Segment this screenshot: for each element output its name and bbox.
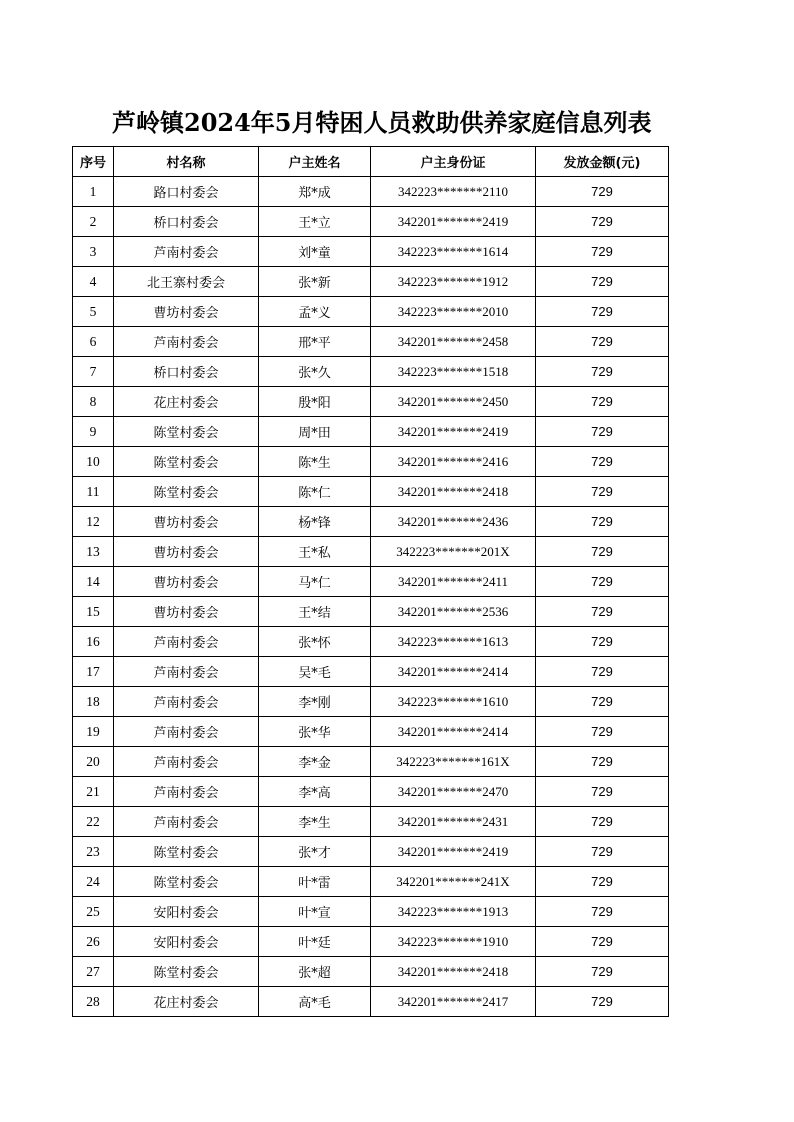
- header-village: 村名称: [114, 147, 259, 177]
- cell-index: 28: [73, 987, 114, 1017]
- cell-amount: 729: [536, 477, 669, 507]
- cell-index: 1: [73, 177, 114, 207]
- cell-index: 2: [73, 207, 114, 237]
- cell-householder: 李*金: [259, 747, 371, 777]
- cell-village: 芦南村委会: [114, 657, 259, 687]
- cell-householder: 张*超: [259, 957, 371, 987]
- cell-village: 芦南村委会: [114, 327, 259, 357]
- cell-village: 陈堂村委会: [114, 447, 259, 477]
- cell-householder: 孟*义: [259, 297, 371, 327]
- cell-id-number: 342223*******1913: [371, 897, 536, 927]
- cell-householder: 陈*仁: [259, 477, 371, 507]
- table-body: [73, 177, 669, 1017]
- cell-village: 北王寨村委会: [114, 267, 259, 297]
- cell-village: 花庄村委会: [114, 987, 259, 1017]
- cell-householder: 王*结: [259, 597, 371, 627]
- table-row: [73, 537, 669, 567]
- cell-village: 芦南村委会: [114, 237, 259, 267]
- cell-index: 19: [73, 717, 114, 747]
- cell-householder: 叶*宣: [259, 897, 371, 927]
- cell-index: 5: [73, 297, 114, 327]
- cell-village: 芦南村委会: [114, 777, 259, 807]
- table-row: [73, 387, 669, 417]
- table-row: [73, 837, 669, 867]
- cell-amount: 729: [536, 447, 669, 477]
- cell-index: 6: [73, 327, 114, 357]
- cell-index: 10: [73, 447, 114, 477]
- cell-id-number: 342201*******2418: [371, 957, 536, 987]
- table-row: [73, 747, 669, 777]
- cell-amount: 729: [536, 267, 669, 297]
- cell-index: 4: [73, 267, 114, 297]
- cell-householder: 张*久: [259, 357, 371, 387]
- cell-id-number: 342201*******2431: [371, 807, 536, 837]
- cell-index: 3: [73, 237, 114, 267]
- cell-village: 安阳村委会: [114, 927, 259, 957]
- cell-householder: 李*高: [259, 777, 371, 807]
- cell-village: 曹坊村委会: [114, 297, 259, 327]
- table-row: [73, 927, 669, 957]
- cell-index: 22: [73, 807, 114, 837]
- cell-index: 26: [73, 927, 114, 957]
- cell-amount: 729: [536, 537, 669, 567]
- cell-amount: 729: [536, 957, 669, 987]
- cell-index: 13: [73, 537, 114, 567]
- cell-id-number: 342201*******2470: [371, 777, 536, 807]
- table-row: [73, 567, 669, 597]
- cell-householder: 刘*童: [259, 237, 371, 267]
- cell-village: 路口村委会: [114, 177, 259, 207]
- cell-id-number: 342223*******2110: [371, 177, 536, 207]
- cell-householder: 张*怀: [259, 627, 371, 657]
- table-row: [73, 327, 669, 357]
- cell-index: 14: [73, 567, 114, 597]
- cell-amount: 729: [536, 507, 669, 537]
- cell-village: 曹坊村委会: [114, 537, 259, 567]
- cell-village: 曹坊村委会: [114, 507, 259, 537]
- cell-amount: 729: [536, 297, 669, 327]
- cell-id-number: 342201*******2416: [371, 447, 536, 477]
- cell-index: 20: [73, 747, 114, 777]
- cell-id-number: 342223*******1910: [371, 927, 536, 957]
- cell-index: 9: [73, 417, 114, 447]
- cell-index: 17: [73, 657, 114, 687]
- cell-index: 27: [73, 957, 114, 987]
- cell-village: 安阳村委会: [114, 897, 259, 927]
- cell-householder: 马*仁: [259, 567, 371, 597]
- cell-householder: 高*毛: [259, 987, 371, 1017]
- cell-village: 桥口村委会: [114, 207, 259, 237]
- cell-index: 21: [73, 777, 114, 807]
- cell-id-number: 342223*******1613: [371, 627, 536, 657]
- cell-amount: 729: [536, 357, 669, 387]
- cell-householder: 叶*廷: [259, 927, 371, 957]
- cell-amount: 729: [536, 567, 669, 597]
- cell-id-number: 342201*******2436: [371, 507, 536, 537]
- cell-amount: 729: [536, 807, 669, 837]
- cell-amount: 729: [536, 207, 669, 237]
- cell-village: 芦南村委会: [114, 717, 259, 747]
- table-row: [73, 957, 669, 987]
- cell-amount: 729: [536, 237, 669, 267]
- table-row: [73, 717, 669, 747]
- table-row: [73, 447, 669, 477]
- cell-householder: 张*才: [259, 837, 371, 867]
- cell-id-number: 342201*******2458: [371, 327, 536, 357]
- cell-householder: 吴*毛: [259, 657, 371, 687]
- cell-village: 桥口村委会: [114, 357, 259, 387]
- cell-index: 23: [73, 837, 114, 867]
- table-row: [73, 867, 669, 897]
- cell-householder: 陈*生: [259, 447, 371, 477]
- table-row: [73, 807, 669, 837]
- table-row: [73, 297, 669, 327]
- title-area: [72, 103, 668, 143]
- cell-village: 花庄村委会: [114, 387, 259, 417]
- cell-village: 陈堂村委会: [114, 837, 259, 867]
- cell-village: 曹坊村委会: [114, 567, 259, 597]
- table-row: [73, 417, 669, 447]
- cell-amount: 729: [536, 687, 669, 717]
- cell-index: 16: [73, 627, 114, 657]
- cell-amount: 729: [536, 387, 669, 417]
- cell-id-number: 342223*******161X: [371, 747, 536, 777]
- cell-village: 芦南村委会: [114, 687, 259, 717]
- cell-index: 25: [73, 897, 114, 927]
- cell-id-number: 342223*******201X: [371, 537, 536, 567]
- cell-index: 15: [73, 597, 114, 627]
- cell-index: 18: [73, 687, 114, 717]
- cell-id-number: 342201*******2536: [371, 597, 536, 627]
- cell-householder: 郑*成: [259, 177, 371, 207]
- table-row: [73, 597, 669, 627]
- table-row: [73, 237, 669, 267]
- table-header-row: [73, 147, 669, 177]
- header-id-number: 户主身份证: [371, 147, 536, 177]
- cell-id-number: 342223*******1614: [371, 237, 536, 267]
- cell-index: 12: [73, 507, 114, 537]
- cell-id-number: 342201*******2419: [371, 207, 536, 237]
- cell-id-number: 342201*******2418: [371, 477, 536, 507]
- cell-village: 陈堂村委会: [114, 957, 259, 987]
- cell-amount: 729: [536, 927, 669, 957]
- cell-amount: 729: [536, 657, 669, 687]
- cell-householder: 周*田: [259, 417, 371, 447]
- cell-householder: 殷*阳: [259, 387, 371, 417]
- table-row: [73, 687, 669, 717]
- cell-village: 芦南村委会: [114, 627, 259, 657]
- cell-id-number: 342201*******241X: [371, 867, 536, 897]
- cell-amount: 729: [536, 597, 669, 627]
- cell-id-number: 342201*******2419: [371, 837, 536, 867]
- table-row: [73, 627, 669, 657]
- cell-householder: 李*生: [259, 807, 371, 837]
- page-title: 芦岭镇2024年5月特困人员救助供养家庭信息列表: [112, 108, 652, 137]
- table-row: [73, 777, 669, 807]
- cell-village: 芦南村委会: [114, 807, 259, 837]
- cell-village: 陈堂村委会: [114, 477, 259, 507]
- cell-village: 芦南村委会: [114, 747, 259, 777]
- assistance-table: [72, 146, 669, 1017]
- cell-amount: 729: [536, 417, 669, 447]
- cell-id-number: 342223*******1518: [371, 357, 536, 387]
- table-row: [73, 657, 669, 687]
- cell-id-number: 342201*******2414: [371, 657, 536, 687]
- cell-amount: 729: [536, 837, 669, 867]
- cell-id-number: 342223*******1610: [371, 687, 536, 717]
- cell-id-number: 342201*******2417: [371, 987, 536, 1017]
- table-row: [73, 357, 669, 387]
- cell-amount: 729: [536, 777, 669, 807]
- cell-householder: 王*私: [259, 537, 371, 567]
- cell-village: 陈堂村委会: [114, 417, 259, 447]
- table-row: [73, 267, 669, 297]
- cell-id-number: 342223*******1912: [371, 267, 536, 297]
- cell-householder: 张*华: [259, 717, 371, 747]
- cell-amount: 729: [536, 897, 669, 927]
- cell-id-number: 342201*******2411: [371, 567, 536, 597]
- cell-index: 8: [73, 387, 114, 417]
- cell-householder: 杨*锋: [259, 507, 371, 537]
- cell-amount: 729: [536, 717, 669, 747]
- table-row: [73, 507, 669, 537]
- cell-index: 24: [73, 867, 114, 897]
- cell-amount: 729: [536, 987, 669, 1017]
- header-householder: 户主姓名: [259, 147, 371, 177]
- cell-householder: 王*立: [259, 207, 371, 237]
- table-row: [73, 987, 669, 1017]
- cell-amount: 729: [536, 177, 669, 207]
- header-index: 序号: [73, 147, 114, 177]
- cell-householder: 叶*雷: [259, 867, 371, 897]
- cell-amount: 729: [536, 867, 669, 897]
- cell-index: 7: [73, 357, 114, 387]
- table-row: [73, 897, 669, 927]
- cell-householder: 张*新: [259, 267, 371, 297]
- cell-index: 11: [73, 477, 114, 507]
- cell-householder: 邢*平: [259, 327, 371, 357]
- table-row: [73, 207, 669, 237]
- cell-village: 陈堂村委会: [114, 867, 259, 897]
- cell-householder: 李*刚: [259, 687, 371, 717]
- cell-amount: 729: [536, 627, 669, 657]
- cell-amount: 729: [536, 327, 669, 357]
- cell-village: 曹坊村委会: [114, 597, 259, 627]
- header-amount: 发放金额(元): [536, 147, 669, 177]
- cell-id-number: 342201*******2414: [371, 717, 536, 747]
- cell-id-number: 342201*******2419: [371, 417, 536, 447]
- cell-amount: 729: [536, 747, 669, 777]
- table-row: [73, 477, 669, 507]
- cell-id-number: 342223*******2010: [371, 297, 536, 327]
- cell-id-number: 342201*******2450: [371, 387, 536, 417]
- table-row: [73, 177, 669, 207]
